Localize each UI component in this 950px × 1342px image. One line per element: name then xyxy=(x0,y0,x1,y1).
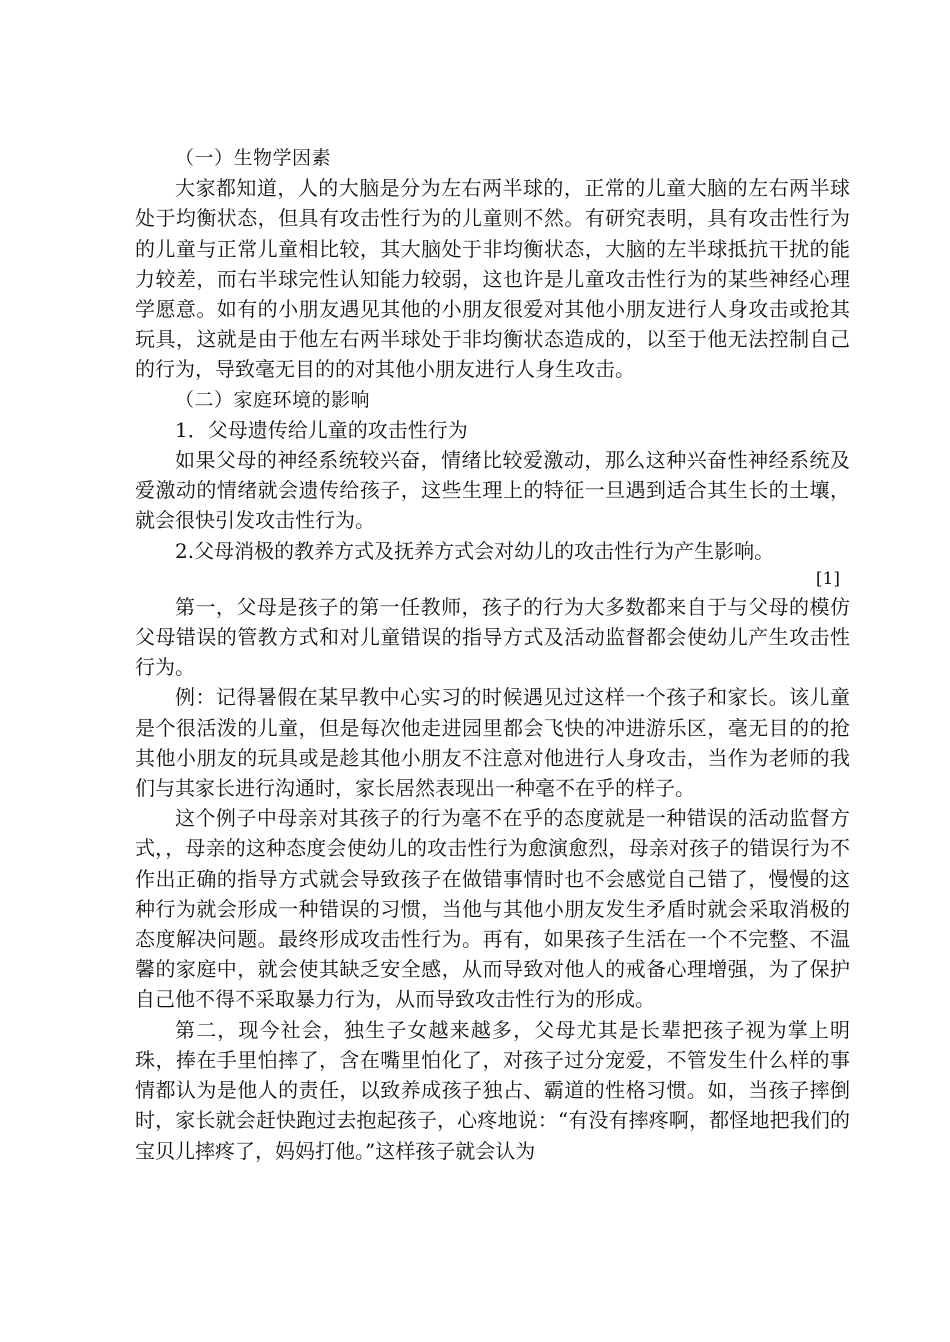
section-heading-biological: （一）生物学因素 xyxy=(175,147,332,169)
paragraph-example: 例：记得暑假在某早教中心实习的时候遇见过这样一个孩子和家长。该儿童是个很活泼的儿童，但是每次他走进园里都会飞快的冲进游乐区，毫无目的的抢其他小朋友的玩具或是趁其他小朋友不注意对他进行人身攻击，当作为老师的我们与其家长进行沟通时，家长居然表现出一种毫不在乎的样子。 xyxy=(135,685,850,801)
section-heading-family: （二）家庭环境的影响 xyxy=(175,388,371,411)
citation-reference: [1] xyxy=(815,568,840,589)
subheading-heredity: 1．父母遗传给儿童的攻击性行为 xyxy=(175,417,468,442)
paragraph-biological: 大家都知道，人的大脑是分为左右两半球的，正常的儿童大脑的左右两半球处于均衡状态，但具有攻击性行为的儿童则不然。有研究表明，具有攻击性行为的儿童与正常儿童相比较，其大脑处于非均衡状态，大脑的左半球抵抗干扰的能力较差，而右半球完性认知能力较弱，这也许是儿童攻击性行为的某些神经心理学愿意。如有的小朋友遇见其他的小朋友很爱对其他小朋友进行人身攻击或抢其玩具，这就是由于他左右两半球处于非均衡状态造成的，以至于他无法控制自己的行为，导致毫无目的的对其他小朋友进行人身生攻击。 xyxy=(135,176,850,382)
paragraph-analysis: 这个例子中母亲对其孩子的行为毫不在乎的态度就是一种错误的活动监督方式，，母亲的这种态度会使幼儿的攻击性行为愈演愈烈，母亲对孩子的错误行为不作出正确的指导方式就会导致孩子在做错事情时也不会感觉自己错了，慢慢的这种行为就会形成一种错误的习惯，当他与其他小朋友发生矛盾时就会采取消极的态度解决问题。最终形成攻击性行为。再有，如果孩子生活在一个不完整、不温馨的家庭中，就会使其缺乏安全感，从而导致对他人的戒备心理增强，为了保护自己他不得不采取暴力行为，从而导致攻击性行为的形成。 xyxy=(135,806,850,1012)
subheading-parenting: 2.父母消极的教养方式及抚养方式会对幼儿的攻击性行为产生影响。 xyxy=(175,538,775,563)
document-body xyxy=(135,143,850,1166)
paragraph-first-point: 第一，父母是孩子的第一任教师，孩子的行为大多数都来自于与父母的模仿父母错误的管教方式和对儿童错误的指导方式及活动监督都会使幼儿产生攻击性行为。 xyxy=(135,594,850,680)
paragraph-heredity: 如果父母的神经系统较兴奋，情绪比较爱激动，那么这种兴奋性神经系统及爱激动的情绪就会遗传给孩子，这些生理上的特征一旦遇到适合其生长的土壤，就会很快引发攻击性行为。 xyxy=(135,448,850,533)
paragraph-second-point: 第二，现今社会，独生子女越来越多，父母尤其是长辈把孩子视为掌上明珠，捧在手里怕摔了，含在嘴里怕化了，对孩子过分宠爱，不管发生什么样的事情都认为是他人的责任，以致养成孩子独占、霸道的性格习惯。如，当孩子摔倒时，家长就会赶快跑过去抱起孩子，心疼地说：“有没有摔疼啊，都怪地把我们的宝贝儿摔疼了，妈妈打他。”这样孩子就会认为 xyxy=(135,1017,850,1163)
